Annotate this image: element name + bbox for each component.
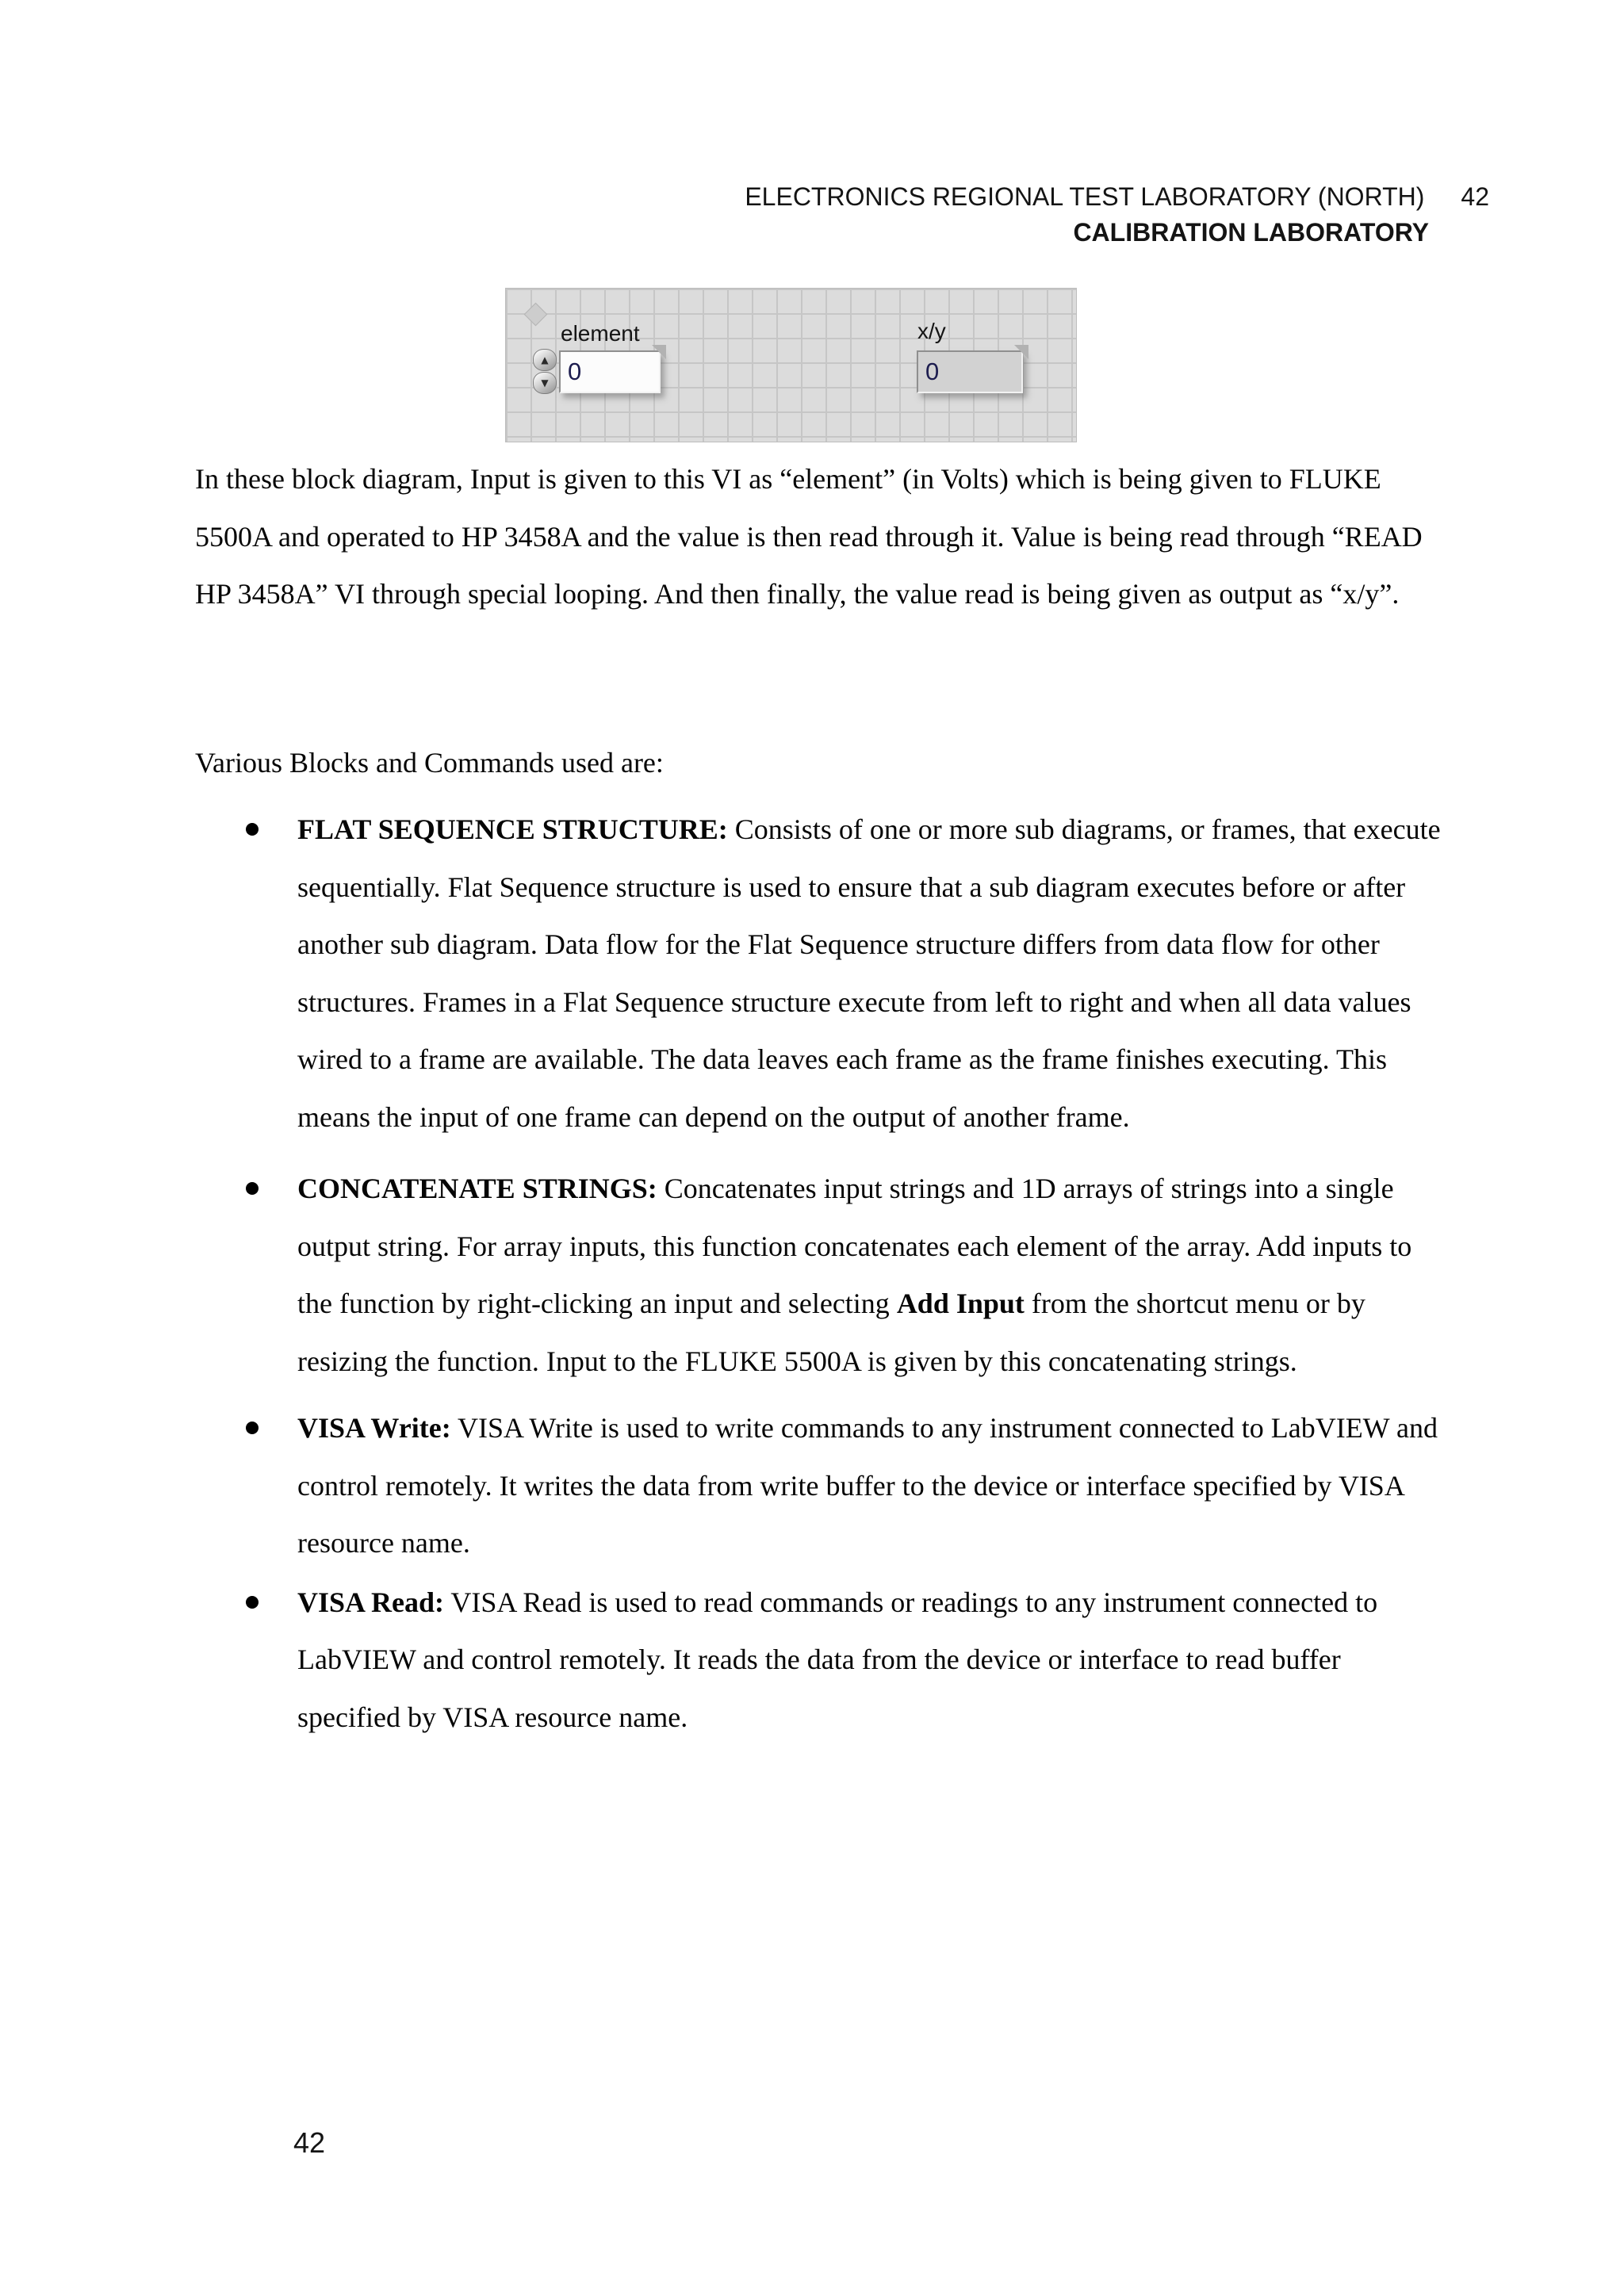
increment-icon: ▲ (533, 349, 557, 371)
bullet-title: VISA Read: (297, 1586, 445, 1618)
bullet-text: Concatenates input strings and 1D arrays of strings into a single output string. For array inputs, this function concatenates each element of the array. Add inputs to the function by right-clicking an input and selecting (297, 1173, 1412, 1319)
bullet-icon (246, 1182, 259, 1195)
bullet-icon (246, 823, 259, 836)
bullet-text-tail: from the shortcut menu or by resizing the function. Input to the FLUKE 5500A is given by this concatenating strings. (297, 1288, 1365, 1377)
bullet-icon (246, 1422, 259, 1434)
page-header (745, 179, 1489, 251)
xy-indicator-label: x/y (917, 319, 946, 343)
element-value-field: 0 (559, 350, 661, 393)
xy-value-field: 0 (917, 350, 1023, 393)
bullet-title: VISA Write: (297, 1412, 451, 1444)
list-intro-line: Various Blocks and Commands used are: (195, 747, 664, 779)
header-page-number: 42 (1461, 182, 1489, 211)
bullet-title: CONCATENATE STRINGS: (297, 1173, 657, 1204)
bullet-icon (246, 1596, 259, 1609)
header-line1 (745, 179, 1489, 215)
list-item-flat-sequence-structure (195, 801, 1444, 1146)
element-control-label: element (561, 321, 640, 346)
bullet-title: FLAT SEQUENCE STRUCTURE: (297, 813, 728, 845)
list-item-concatenate-strings (195, 1160, 1444, 1390)
list-item-visa-read (195, 1574, 1444, 1747)
footer-page-number: 42 (293, 2126, 326, 2159)
header-title: ELECTRONICS REGIONAL TEST LABORATORY (NORTH) (745, 182, 1425, 211)
bullet-bold-run: Add Input (896, 1288, 1025, 1319)
diamond-marker-icon (524, 303, 548, 327)
header-subtitle: CALIBRATION LABORATORY (1073, 218, 1429, 247)
bullet-text: VISA Write is used to write commands to any instrument connected to LabVIEW and control remotely. It writes the data from write buffer to the device or interface specified by VISA resource name. (297, 1412, 1438, 1559)
element-spinner (533, 349, 558, 396)
list-item-visa-write (195, 1399, 1444, 1572)
bullet-text: VISA Read is used to read commands or readings to any instrument connected to LabVIEW and control remotely. It reads the data from the device or interface to read buffer specified by VISA resource name. (297, 1586, 1378, 1733)
blocks-and-commands-list (195, 801, 1624, 1746)
labview-front-panel-image (505, 288, 1077, 442)
decrement-icon: ▼ (533, 372, 557, 394)
bullet-text: Consists of one or more sub diagrams, or frames, that execute sequentially. Flat Sequence structure is used to ensure that a sub diagram executes before or after another sub diagram. Data flow for the Flat Sequence structure differs from data flow for other structures. Frames in a Flat Sequence structure execute from left to right and when all data values wired to a frame are available. The data leaves each frame as the frame finishes executing. This means the input of one frame can depend on the output of another frame. (297, 813, 1441, 1133)
intro-paragraph: In these block diagram, Input is given to this VI as “element” (in Volts) which is being given to FLUKE 5500A and operated to HP 3458A and the value is then read through it. Value is being read through “READ HP 3458A” VI through special looping. And then finally, the value read is being given as output as “x/y”. (195, 463, 1423, 610)
bullet-list (195, 801, 1624, 1746)
